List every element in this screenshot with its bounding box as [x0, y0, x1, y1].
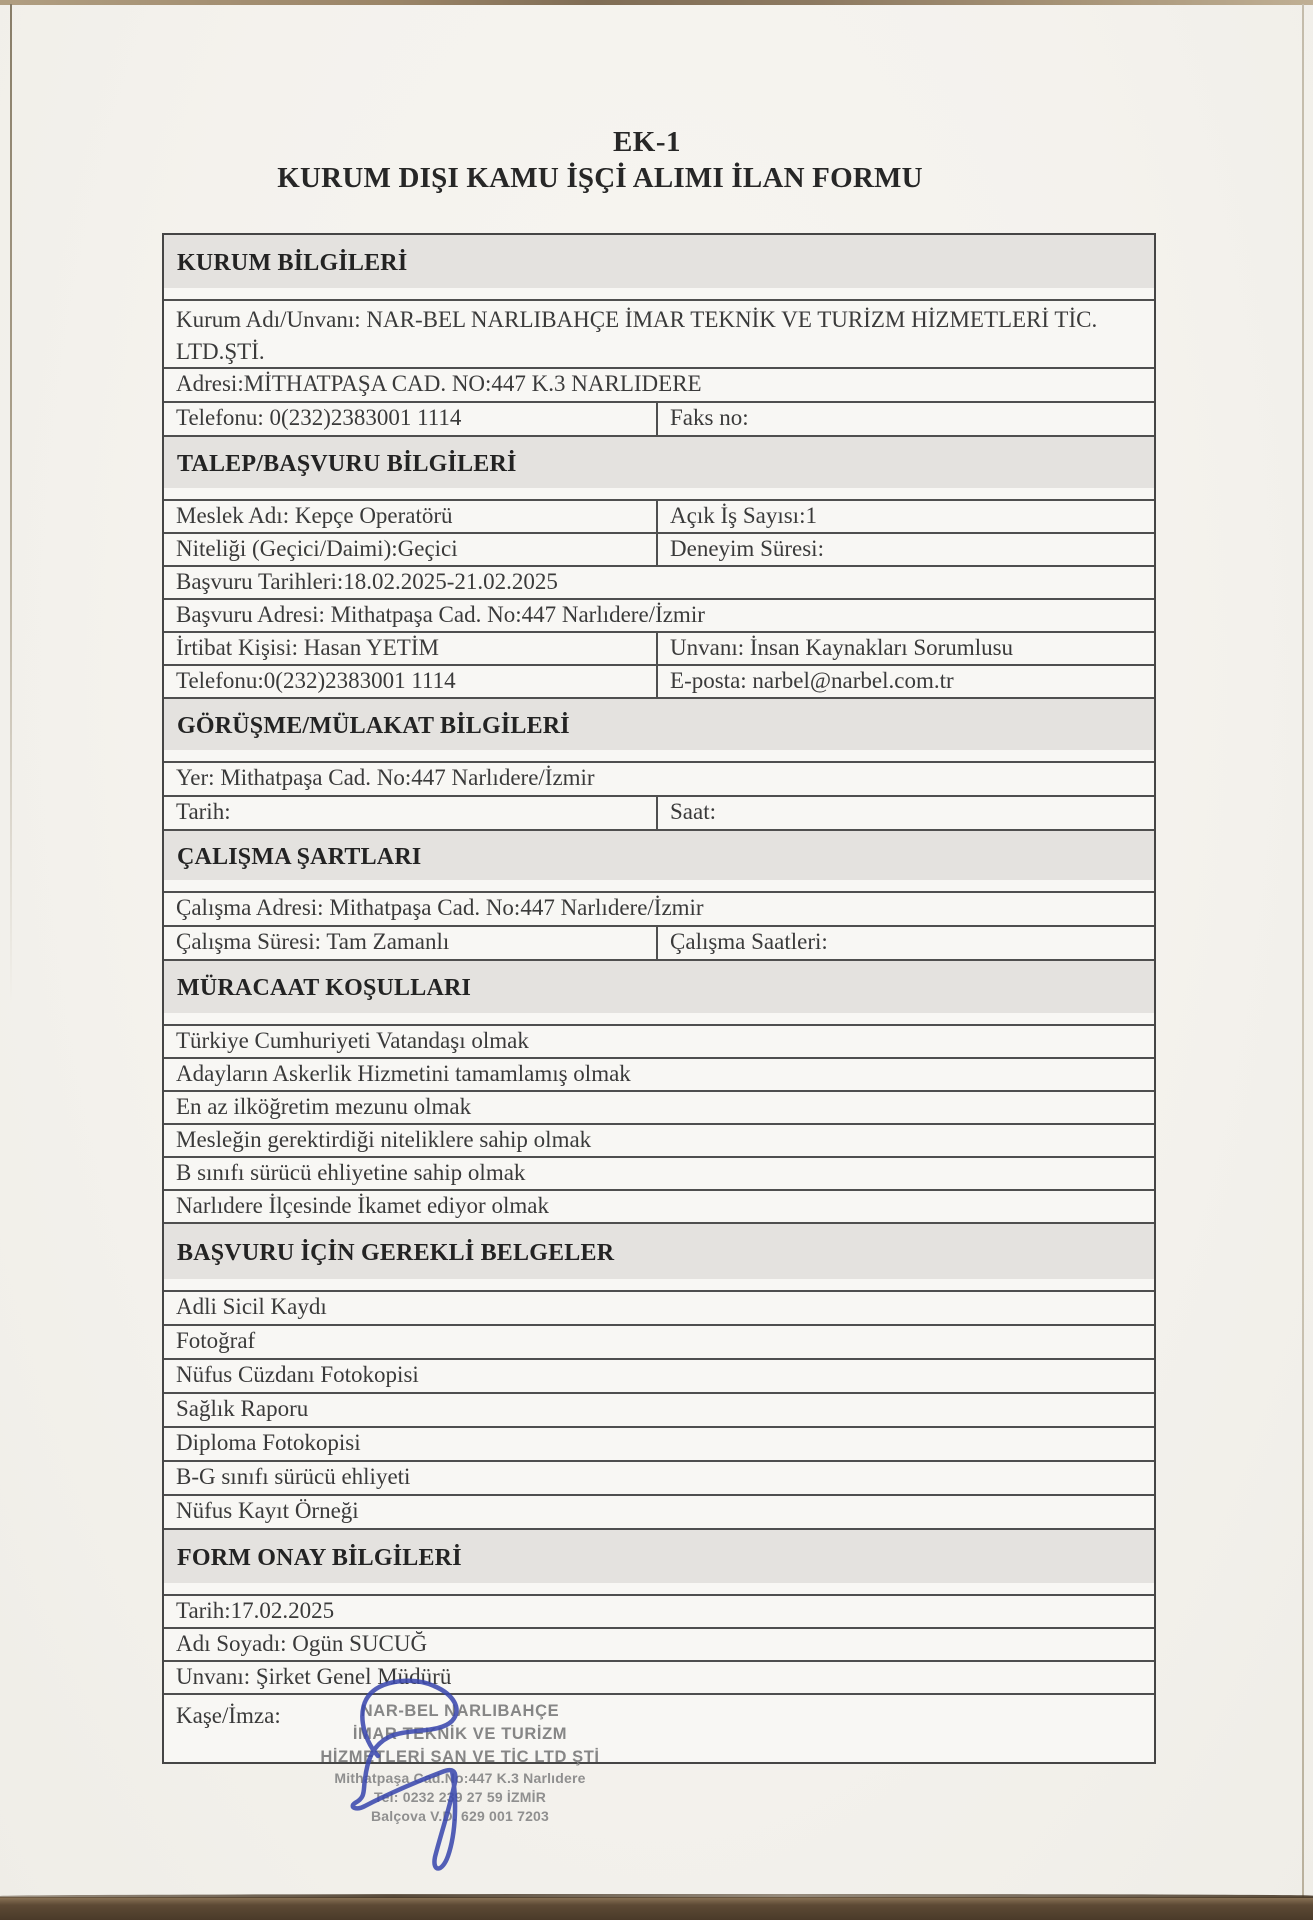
- stamp-line: Balçova V.D. 629 001 7203: [370, 1808, 550, 1824]
- row-kosul: [164, 1024, 1154, 1057]
- cell-unvani: Unvanı: İnsan Kaynakları Sorumlusu: [656, 633, 1154, 664]
- row-telefon-eposta: [164, 664, 1154, 697]
- cell-kurum-adi: Kurum Adı/Unvanı: NAR-BEL NARLIBAHÇE İMAR TEKNİK VE TURİZM HİZMETLERİ TİC. LTD.ŞTİ.: [176, 307, 1098, 364]
- row-belge: [164, 1460, 1154, 1494]
- cell-telefonu: Telefonu: 0(232)2383001 1114: [176, 405, 462, 430]
- section-header-gorusme: [164, 697, 1154, 761]
- cell-kosul: Narlıdere İlçesinde İkamet ediyor olmak: [176, 1192, 549, 1218]
- section-header-onay: [164, 1528, 1154, 1594]
- section-header-kurum: [164, 235, 1154, 299]
- section-header-muracaat: [164, 959, 1154, 1024]
- row-belge: [164, 1426, 1154, 1460]
- signature-ink: [330, 1660, 490, 1885]
- row-kosul: [164, 1090, 1154, 1123]
- cell-kosul: Mesleğin gerektirdiği niteliklere sahip olmak: [176, 1126, 592, 1152]
- cell-saat: Saat:: [656, 797, 1154, 829]
- row-belge: [164, 1494, 1154, 1528]
- row-meslek: [164, 499, 1154, 532]
- scan-edge-top: [0, 0, 1313, 5]
- section-title: TALEP/BAŞVURU BİLGİLERİ: [177, 450, 517, 477]
- cell-calisma-adresi: Çalışma Adresi: Mithatpaşa Cad. No:447 Narlıdere/İzmir: [176, 895, 704, 920]
- row-calisma-suresi: [164, 925, 1154, 959]
- row-belge: [164, 1324, 1154, 1358]
- cell-belge: B-G sınıfı sürücü ehliyeti: [176, 1464, 411, 1489]
- cell-belge: Nüfus Cüzdanı Fotokopisi: [176, 1362, 419, 1387]
- row-telefon-faks: [164, 401, 1154, 435]
- row-kosul: [164, 1057, 1154, 1090]
- row-belge: [164, 1392, 1154, 1426]
- row-niteligi: [164, 532, 1154, 565]
- row-basvuru-tarihleri: [164, 565, 1154, 598]
- cell-tarih: Tarih:: [176, 799, 231, 824]
- row-adi-soyadi: [164, 1627, 1154, 1660]
- section-title: MÜRACAAT KOŞULLARI: [177, 975, 472, 1001]
- row-irtibat: [164, 631, 1154, 664]
- cell-irtibat-kisisi: İrtibat Kişisi: Hasan YETİM: [176, 634, 439, 660]
- row-basvuru-adresi: [164, 598, 1154, 631]
- form-table: [162, 233, 1156, 1764]
- cell-acik-is: Açık İş Sayısı:1: [656, 501, 1154, 532]
- cell-onay-tarih: Tarih:17.02.2025: [176, 1597, 335, 1623]
- cell-meslek-adi: Meslek Adı: Kepçe Operatörü: [176, 502, 453, 528]
- section-title: FORM ONAY BİLGİLERİ: [177, 1544, 462, 1571]
- cell-deneyim: Deneyim Süresi:: [656, 534, 1154, 565]
- stamp-line: NAR-BEL NARLIBAHÇE: [360, 1702, 560, 1720]
- section-title: ÇALIŞMA ŞARTLARI: [177, 843, 422, 870]
- cell-onay-unvani: Unvanı: Şirket Genel Müdürü: [176, 1663, 452, 1689]
- cell-kosul: En az ilköğretim mezunu olmak: [176, 1093, 472, 1119]
- cell-kosul: Adayların Askerlik Hizmetini tamamlamış olmak: [176, 1060, 631, 1086]
- form-title: KURUM DIŞI KAMU İŞÇİ ALIMI İLAN FORMU: [277, 162, 923, 194]
- cell-belge: Adli Sicil Kaydı: [176, 1294, 327, 1319]
- row-adresi: [164, 367, 1154, 401]
- section-header-talep: [164, 435, 1154, 499]
- section-title: GÖRÜŞME/MÜLAKAT BİLGİLERİ: [177, 712, 570, 739]
- cell-telefonu2: Telefonu:0(232)2383001 1114: [176, 667, 456, 693]
- cell-calisma-suresi: Çalışma Süresi: Tam Zamanlı: [176, 929, 450, 954]
- row-onay-unvani: [164, 1660, 1154, 1693]
- stamp-line: İMAR TEKNİK VE TURİZM: [352, 1725, 568, 1743]
- row-tarih-saat: [164, 795, 1154, 829]
- ek-label: EK-1: [612, 126, 682, 158]
- row-kosul: [164, 1189, 1154, 1222]
- row-kosul: [164, 1156, 1154, 1189]
- scan-edge-bottom: [0, 1897, 1313, 1920]
- section-header-calisma: [164, 829, 1154, 891]
- cell-belge: Sağlık Raporu: [176, 1396, 309, 1421]
- stamp-line: Tel: 0232 239 27 59 İZMİR: [373, 1789, 547, 1805]
- row-calisma-adresi: [164, 891, 1154, 925]
- row-yer: [164, 761, 1154, 795]
- cell-adi-soyadi: Adı Soyadı: Ogün SUCUĞ: [176, 1630, 428, 1656]
- cell-belge: Nüfus Kayıt Örneği: [176, 1498, 359, 1523]
- cell-niteligi: Niteliği (Geçici/Daimi):Geçici: [176, 535, 458, 561]
- cell-basvuru-adresi: Başvuru Adresi: Mithatpaşa Cad. No:447 Narlıdere/İzmir: [176, 601, 705, 627]
- cell-kosul: Türkiye Cumhuriyeti Vatandaşı olmak: [176, 1027, 529, 1053]
- cell-calisma-saatleri: Çalışma Saatleri:: [656, 927, 1154, 959]
- section-title: BAŞVURU İÇİN GEREKLİ BELGELER: [177, 1239, 615, 1266]
- cell-kosul: B sınıfı sürücü ehliyetine sahip olmak: [176, 1159, 526, 1185]
- row-belge: [164, 1290, 1154, 1324]
- cell-belge: Diploma Fotokopisi: [176, 1430, 361, 1455]
- cell-basvuru-tarihleri: Başvuru Tarihleri:18.02.2025-21.02.2025: [176, 568, 558, 594]
- section-title: KURUM BİLGİLERİ: [177, 249, 408, 276]
- cell-belge: Fotoğraf: [176, 1328, 256, 1353]
- row-onay-tarih: [164, 1594, 1154, 1627]
- stamp-line: Mithatpaşa Cad.No:447 K.3 Narlıdere: [334, 1770, 586, 1786]
- row-belge: [164, 1358, 1154, 1392]
- row-kosul: [164, 1123, 1154, 1156]
- cell-faks: Faks no:: [656, 403, 1154, 435]
- cell-kase-imza: Kaşe/İmza:: [176, 1703, 281, 1728]
- cell-adresi: Adresi:MİTHATPAŞA CAD. NO:447 K.3 NARLIDERE: [176, 371, 702, 396]
- row-kurum-adi: [164, 299, 1154, 367]
- stamp-line: HİZMETLERİ SAN VE TİC LTD ŞTİ: [320, 1748, 600, 1766]
- scan-edge-right: [1302, 4, 1304, 1900]
- section-header-belgeler: [164, 1222, 1154, 1290]
- cell-eposta: E-posta: narbel@narbel.com.tr: [656, 666, 1154, 697]
- cell-yer: Yer: Mithatpaşa Cad. No:447 Narlıdere/İzmir: [176, 765, 595, 790]
